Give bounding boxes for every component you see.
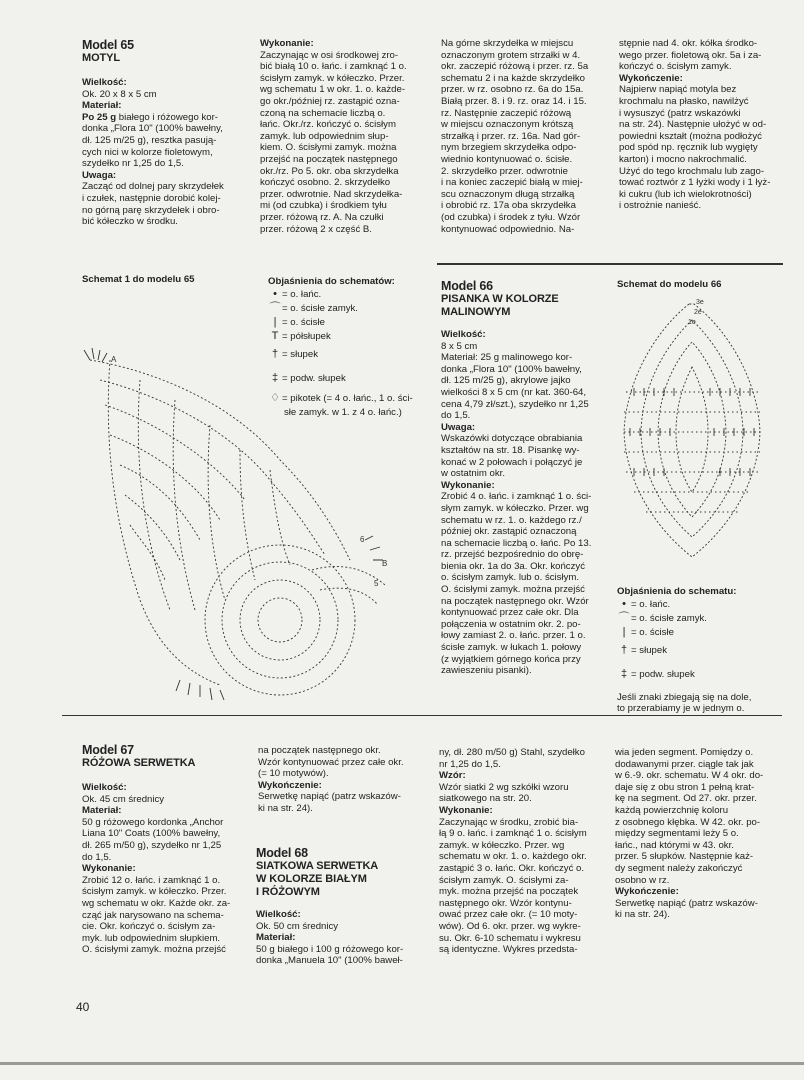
diagram-label-b: B [382,559,388,568]
legend-65-item: † = słupek [271,347,318,360]
model-66-size-heading: Wielkość: [441,329,486,340]
model-67-work-heading: Wykonanie: [82,863,136,875]
model-67-size-heading: Wielkość: [82,782,127,793]
model-65-intro [82,38,244,228]
diagram-label-1e: 1e [688,319,696,326]
diagram-label-3e: 3e [696,299,704,306]
model-66 [441,279,609,677]
model-65-size-heading: Wielkość: [82,77,127,88]
legend-66-title: Objaśnienia do schematu: [617,586,737,597]
model-67-title: Model 67 [82,743,134,757]
model-67-cont: na początek następnego okr. Wzór kontynuować przez całe okr. (= 10 motywów). Wykończenie: Serwetkę napiąć (patrz wskazów- ki na str. 24). [258,745,428,815]
model-68-finish-heading: Wykończenie: [615,886,679,898]
diagram-label-2e: 2e [694,309,702,316]
legend-65-item-cont: słe zamyk. w 1. z 4 o. łańc.) [284,406,402,418]
model-66-note: Wskazówki dotyczące obrabiania kształtów na str. 18. Pisankę wy- konać w 2 połowach i połączyć je w ostatnim okr. [441,433,583,480]
model-67-material: 50 g różowego kordonka „Anchor Liana 10" Coats (100% bawełny, dł. 265 m/50 g), szydełko nr 1,25 do 1,5. [82,816,224,863]
model-65-title: Model 65 [82,38,134,52]
model-65-note: Zacząć od dolnej pary skrzydełek i czułek, następnie dorobić kolej- no górną parę skrzydełek i obro- bić kółeczko w środku. [82,181,224,228]
model-68-subtitle-2: W KOLORZE BIAŁYM [256,873,367,885]
schema-66-legend: Objaśnienia do schematu: • = o. łańc. ⌒ = o. ścisłe zamyk. | = o. ścisłe † = słupek ‡ = podw. słupek Jeśli znaki zbiegają się na dole, to przerabiamy je w jednym o. [617,586,782,715]
model-66-note-heading: Uwaga: [441,421,476,433]
legend-65-title: Objaśnienia do schematów: [268,276,395,287]
legend-65-item: T = półsłupek [271,329,331,342]
model-65-material: Po 25 g białego i różowego kor- donka „Flora 10" (100% bawełny, dł. 125 m/25 g), resztka pasują- cych nici w kolorze fioletowym, szydełko nr 1,25 do 1,5. [82,111,223,170]
section-divider-bottom [62,715,782,716]
legend-66-item: † = słupek [620,643,667,656]
diagram-label-row-6: 6 [360,535,365,544]
model-65-finish-heading: Wykończenie: [619,72,683,84]
model-68-size-heading: Wielkość: [256,909,301,920]
diagram-label-a: A [111,355,117,364]
model-68-pattern-heading: Wzór: [439,770,466,782]
model-67 [82,743,250,956]
model-68-cont: ny, dł. 280 m/50 g) Stahl, szydełko nr 1,25 do 1,5. Wzór: Wzór siatki 2 wg szkółki wzoru siatkowego na str. 20. Wykonanie: Zaczynając w środku, zrobić bia- łą 9 o. łańc. i zamknąć 1 o. ścisłym zamyk. w kółeczko. Przer. wg schematu w okr. 1. o. każdego okr. zastąpić 3 o. łańc. Okr. kończyć o. ścisłym zamyk. O. ścisłymi za- myk. można przejść na początek następnego okr. Wzór kontynu- ować przez całe okr. (= 10 moty- wów). Od 6. okr. przer. wg wykre- su. Okr. 6-10 schematu i wykresu są identyczne. Wykres przedsta- [439,747,609,956]
model-67-finish-heading: Wykończenie: [258,779,322,791]
butterfly-crochet-diagram [80,340,398,710]
model-68-material-heading: Materiał: [256,932,296,944]
model-65-work-cont: Na górne skrzydełka w miejscu oznaczonym grotem strzałki w 4. okr. zaczepić różową i przer. rz. 5a schematu 2 i na każde skrzydełko przer. w rz. osobno rz. 6a do 15a. Białą przer. 8. i 9. rz. oraz 14. i 15. rz. Następnie zaczepić różową w miejscu oznaczonym krótszą strzałką i przer. rz. 16a. Nad gór- nym brzegiem skrzydełka odpo- wiednio kontynuować o. ścisłe. 2. skrzydełko przer. odwrotnie i na koniec zaczepić białą w miej- scu oznaczonym długą strzałką i obrobić rz. 17a oba skrzydełka (od czubka) i środek z tyłu. Wzór kontynuować odpowiednio. Na- [441,38,589,235]
model-66-material: Materiał: 25 g malinowego kor- donka „Flora 10" (100% bawełny, dł. 125 m/25 g), akrylowe jajko wielkości 8 x 5 cm (nr kat. 360-64, cena 4,79 zł/szt.), szydełko nr 1,25 do 1,5. [441,352,589,422]
legend-65-item: | = o. ścisłe [273,315,325,328]
model-66-title: Model 66 [441,279,493,293]
legend-65-item: ‡ = podw. słupek [271,371,346,384]
model-65-size: Ok. 20 x 8 x 5 cm [82,88,157,100]
legend-65-item: ⌒ = o. ścisłe zamyk. [269,301,358,314]
model-66-size: 8 x 5 cm [441,340,478,352]
legend-66-item: ‡ = podw. słupek [620,667,695,680]
model-66-subtitle-1: PISANKA W KOLORZE [441,293,559,305]
legend-66-item: ⌒ = o. ścisłe zamyk. [618,611,707,624]
legend-65-item: ♢ = pikotek (= 4 o. łańc., 1 o. ści- [270,391,413,404]
scan-edge [0,1062,804,1065]
model-66-subtitle-2: MALINOWYM [441,306,511,318]
legend-66-item: | = o. ścisłe [622,625,674,638]
model-65-finish: stępnie nad 4. okr. kółka środko- wego przer. fioletową okr. 5a i za- kończyć o. ścisłym zamyk. Wykończenie: Najpierw napiąć motyla bez krochmalu na płasko, nawilżyć i wysuszyć (patrz wskazówki na str. 24). Następnie ułożyć w od- powiedni kształt (można podłożyć pod spód np. ręcznik lub wygięty karton) i mocno nakrochmalić. Użyć do tego krochmalu lub zago- tować roztwór z 1 łyżki wody i 1 łyż- ki cukru (lub ich wielokrotności) i ostrożnie nanieść. [619,38,779,212]
model-65-note-heading: Uwaga: [82,169,117,181]
model-65-work-heading: Wykonanie: [260,38,314,49]
schema-65-title: Schemat 1 do modelu 65 [82,274,195,285]
model-67-subtitle: RÓŻOWA SERWETKA [82,757,196,769]
model-67-material-heading: Materiał: [82,805,122,817]
model-65-work [260,38,428,235]
model-65-work-text: Zaczynając w osi środkowej zro- bić białą 10 o. łańc. i zamknąć 1 o. ścisłym zamyk. w kółeczko. Przer. wg schematu 1 w okr. 1. o. każde- go okr./później rz. zastąpić ozna- czoną na schemacie liczbą o. łańc. Okr./rz. kończyć o. ścisłym zamyk. lub odpowiednim słup- kiem. O. ścisłymi zamyk. można przejść na początek następnego okr./rz. Po 5. okr. oba skrzydełka kończyć osobno. 2. skrzydełko przer. odwrotnie. Nad skrzydełka- mi (od czubka) i środkiem tyłu przer. różową rz. A. Na czułki przer. różową 2 x część B. [260,49,407,235]
model-67-size: Ok. 45 cm średnicy [82,793,165,805]
diagram-label-row-5: 5 [374,579,379,588]
model-68-subtitle-3: I RÓŻOWYM [256,886,320,898]
schema-66-title: Schemat do modelu 66 [617,279,722,290]
model-68-cont-2: wia jeden segment. Pomiędzy o. dodawanymi przer. ciągle tak jak w 6.-9. okr. schematu. W 4 okr. do- daje się z obu stron 1 pełną krat- kę na segment. Od 27. okr. przer. każdą powierzchnię koloru z osobnego kłębka. W 42. okr. po- między segmentami leży 5 o. łańc., nad którymi w 43. okr. przer. 5 słupków. Następnie każ- dy segment należy zakończyć osobno w rz. Wykończenie: Serwetkę napiąć (patrz wskazów- ki na str. 24). [615,747,780,921]
egg-crochet-diagram [614,292,774,572]
model-65-subtitle: MOTYL [82,52,120,64]
model-67-work: Zrobić 12 o. łańc. i zamknąć 1 o. ścisłym zamyk. w kółeczko. Przer. wg schematu w okr. Każde okr. za- cząć jak narysowano na schema- cie. Okr. kończyć o. ścisłym za- myk. lub odpowiednim słupkiem. O. ścisłymi zamyk. można przejść [82,874,231,956]
model-68-title: Model 68 [256,846,308,860]
section-divider-66 [437,263,783,265]
legend-65-item: • = o. łańc. [273,287,322,300]
model-66-work: Zrobić 4 o. łańc. i zamknąć 1 o. ści- słym zamyk. w kółeczko. Przer. wg schematu w rz. 1. o. każdego rz./ później okr. zastąpić oznaczoną na schemacie liczbą o. łańc. Po 13. rz. przejść bezpośrednio do obrę- bienia okr. 1a do 3a. Okr. kończyć o. ścisłym zamyk. lub o. ścisłym. O. ścisłymi zamyk. można przejść na początek następnego okr. Wzór kontynuować przez całe okr. Dla połączenia w ostatnim okr. 2. po- łowy zamiast 2. o. łańc. przer. 1 o. ścisłe zamyk. w łukach 1. połowy (z wyjątkiem górnego końca przy zawieszeniu pisanki). [441,491,592,677]
page-number: 40 [76,1000,90,1014]
model-68-size: Ok. 50 cm średnicy [256,920,339,932]
model-68-subtitle-1: SIATKOWA SERWETKA [256,860,379,872]
model-65-material-heading: Materiał: [82,100,122,112]
model-68-work-heading: Wykonanie: [439,804,493,816]
model-68: Model 68 SIATKOWA SERWETKA W KOLORZE BIAŁYM I RÓŻOWYM Wielkość: Ok. 50 cm średnicy Materiał: 50 g białego i 100 g różowego kor- donka „Manuela 10" (100% baweł- [256,846,428,967]
model-66-work-heading: Wykonanie: [441,479,495,491]
legend-66-item: • = o. łańc. [622,597,671,610]
